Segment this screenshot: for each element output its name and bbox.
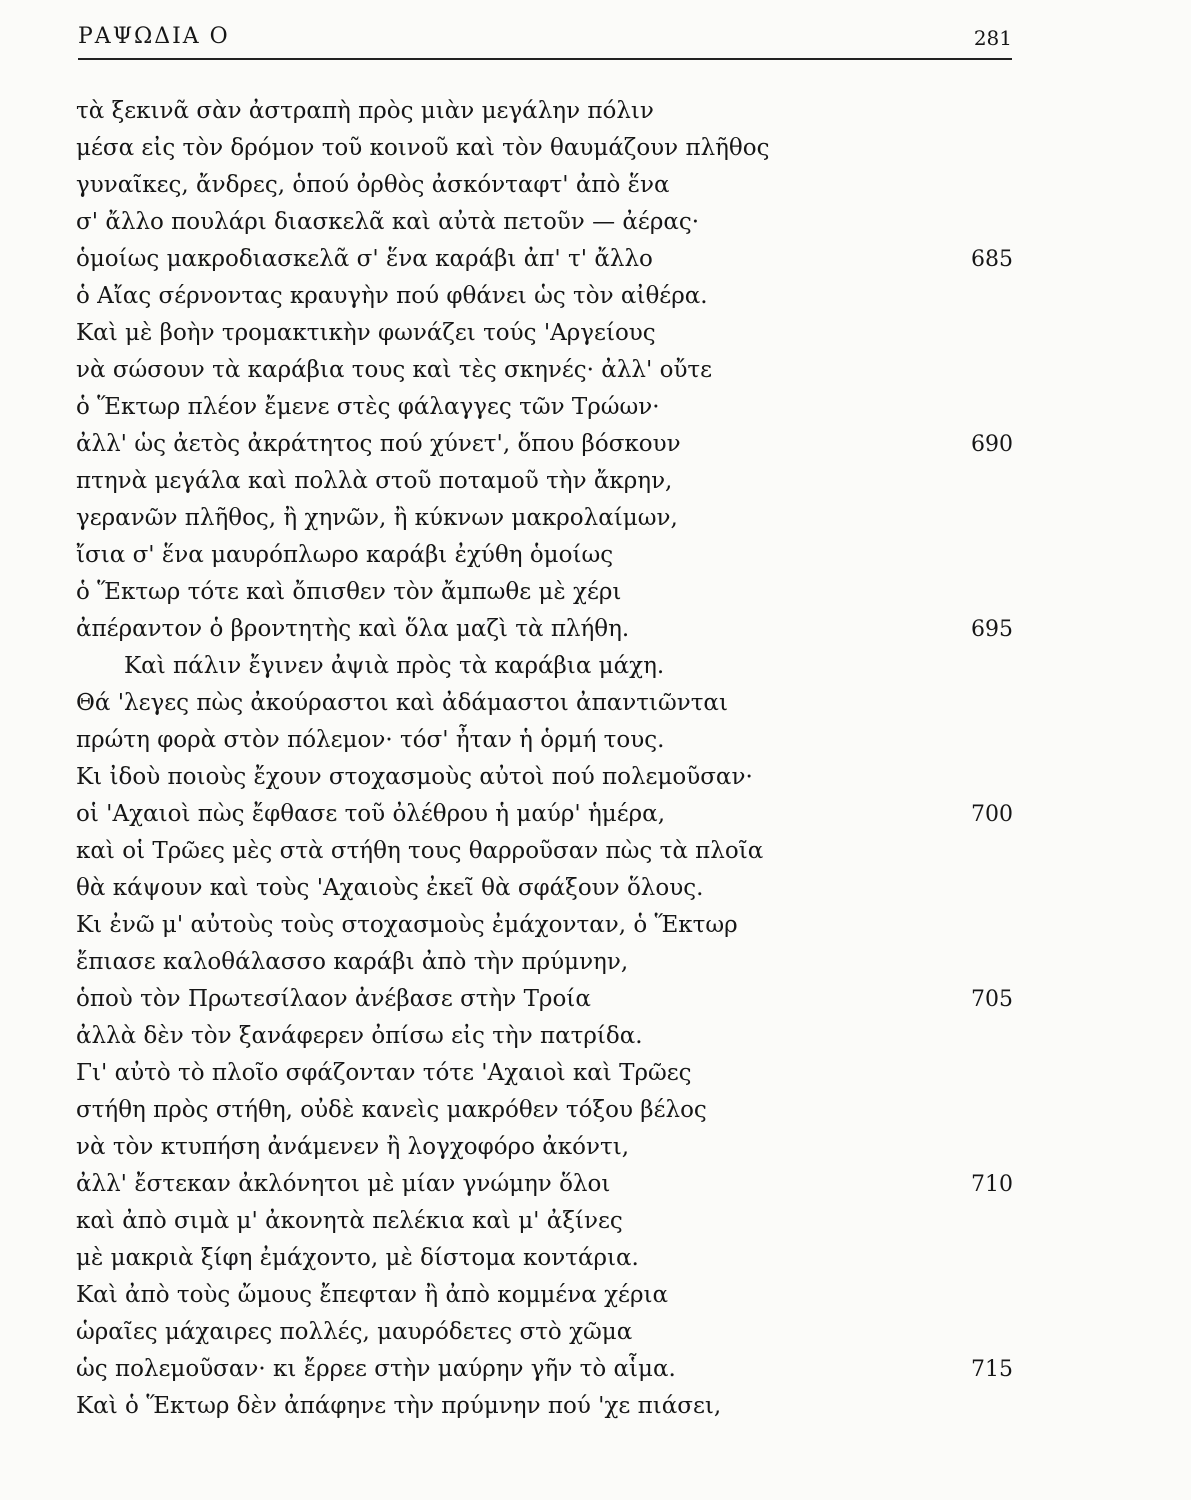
verse-text: Καὶ μὲ βοὴν τρομακτικὴν φωνάζει τούς 'Αργείους (76, 320, 656, 346)
verse-text: πτηνὰ μεγάλα καὶ πολλὰ στοῦ ποταμοῦ τὴν ἄκρην, (76, 468, 673, 494)
verse-line (0, 1203, 1191, 1240)
verse-text: ἀλλ' ἔστεκαν ἀκλόνητοι μὲ μίαν γνώμην ὅλοι (76, 1171, 611, 1197)
verse-line (0, 944, 1191, 981)
line-number: 715 (971, 1357, 1013, 1382)
verse-text: Γι' αὐτὸ τὸ πλοῖο σφάζονταν τότε 'Αχαιοὶ καὶ Τρῶες (76, 1060, 692, 1086)
header-rule (78, 58, 1012, 60)
verse-line (0, 204, 1191, 241)
line-number: 700 (971, 802, 1013, 827)
page-number: 281 (973, 26, 1012, 50)
verse-text: ὁ Ἕκτωρ τότε καὶ ὄπισθεν τὸν ἄμπωθε μὲ χέρι (76, 579, 622, 605)
verse-line (0, 1240, 1191, 1277)
page-header (78, 22, 1012, 60)
verse-line (0, 241, 1191, 278)
verse-text: στήθη πρὸς στήθη, οὐδὲ κανεὶς μακρόθεν τόξου βέλος (76, 1097, 707, 1123)
verse-text: Καὶ ἀπὸ τοὺς ὤμους ἔπεφταν ἢ ἀπὸ κομμένα χέρια (76, 1282, 669, 1308)
verse-text: γερανῶν πλῆθος, ἢ χηνῶν, ἢ κύκνων μακρολαίμων, (76, 505, 678, 531)
verse-line (0, 93, 1191, 130)
verse-line (0, 1277, 1191, 1314)
verse-line (0, 722, 1191, 759)
line-number: 710 (971, 1172, 1013, 1197)
verse-text: Κι ἐνῶ μ' αὐτοὺς τοὺς στοχασμοὺς ἐμάχονταν, ὁ Ἕκτωρ (76, 912, 738, 938)
verse-text: Καὶ ὁ Ἕκτωρ δὲν ἀπάφηνε τὴν πρύμνην πού 'χε πιάσει, (76, 1393, 722, 1419)
verse-line (0, 1018, 1191, 1055)
verse-line (0, 981, 1191, 1018)
verse-line (0, 1092, 1191, 1129)
verse-line (0, 426, 1191, 463)
verse-line (0, 315, 1191, 352)
verse-line (0, 907, 1191, 944)
verse-text: πρώτη φορὰ στὸν πόλεμον· τόσ' ἦταν ἡ ὁρμή τους. (76, 727, 665, 753)
verse-line (0, 796, 1191, 833)
verse-line (0, 685, 1191, 722)
line-number: 685 (971, 247, 1013, 272)
verse-text: Κι ἰδοὺ ποιοὺς ἔχουν στοχασμοὺς αὐτοὶ πού πολεμοῦσαν· (76, 764, 753, 790)
verse-line (0, 611, 1191, 648)
line-number: 695 (971, 617, 1013, 642)
verse-text: μὲ μακριὰ ξίφη ἐμάχοντο, μὲ δίστομα κοντάρια. (76, 1245, 639, 1271)
verse-line (0, 759, 1191, 796)
verse-line (0, 130, 1191, 167)
verse-text: ἀλλ' ὡς ἀετὸς ἀκράτητος πού χύνετ', ὅπου βόσκουν (76, 431, 681, 457)
verse-line (0, 389, 1191, 426)
verse-text: νὰ σώσουν τὰ καράβια τους καὶ τὲς σκηνές· ἀλλ' οὔτε (76, 357, 713, 383)
running-title: ΡΑΨΩΔΙΑ Ο (78, 24, 230, 49)
verse-line (0, 1129, 1191, 1166)
verse-text: Θά 'λεγες πὼς ἀκούραστοι καὶ ἀδάμαστοι ἀπαντιῶνται (76, 690, 728, 716)
verse-text: ὁ Ἕκτωρ πλέον ἔμενε στὲς φάλαγγες τῶν Τρώων· (76, 394, 660, 420)
verse-text: καὶ οἱ Τρῶες μὲς στὰ στήθη τους θαρροῦσαν πὼς τὰ πλοῖα (76, 838, 764, 864)
verse-text: καὶ ἀπὸ σιμὰ μ' ἀκονητὰ πελέκια καὶ μ' ἀξίνες (76, 1208, 623, 1234)
verse-line (0, 463, 1191, 500)
verse-text: ὁμοίως μακροδιασκελᾶ σ' ἕνα καράβι ἀπ' τ' ἄλλο (76, 246, 653, 272)
verse-line (0, 352, 1191, 389)
verse-line (0, 870, 1191, 907)
verse-text: τὰ ξεκινᾶ σὰν ἀστραπὴ πρὸς μιὰν μεγάλην πόλιν (76, 98, 654, 124)
verse-text: Καὶ πάλιν ἔγινεν ἀψιὰ πρὸς τὰ καράβια μάχη. (124, 653, 665, 679)
verse-text: γυναῖκες, ἄνδρες, ὁπού ὀρθὸς ἀσκόνταφτ' ἀπὸ ἕνα (76, 172, 670, 198)
verse-line (0, 1351, 1191, 1388)
verse-text: σ' ἄλλο πουλάρι διασκελᾶ καὶ αὐτὰ πετοῦν — ἀέρας· (76, 209, 700, 235)
line-number: 690 (971, 432, 1013, 457)
verse-text: ἔπιασε καλοθάλασσο καράβι ἀπὸ τὴν πρύμνην, (76, 949, 629, 975)
verse-text: ἀλλὰ δὲν τὸν ξανάφερεν ὀπίσω εἰς τὴν πατρίδα. (76, 1023, 643, 1049)
verse-text: θὰ κάψουν καὶ τοὺς 'Αχαιοὺς ἐκεῖ θὰ σφάξουν ὅλους. (76, 875, 704, 901)
verse-line (0, 1166, 1191, 1203)
verse-line (0, 1314, 1191, 1351)
verse-line (0, 167, 1191, 204)
line-number: 705 (971, 987, 1013, 1012)
verse-line (0, 500, 1191, 537)
verse-text: μέσα εἰς τὸν δρόμον τοῦ κοινοῦ καὶ τὸν θαυμάζουν πλῆθος (76, 135, 770, 161)
verse-line (0, 1055, 1191, 1092)
verse-text: ὡς πολεμοῦσαν· κι ἔρρεε στὴν μαύρην γῆν τὸ αἷμα. (76, 1356, 676, 1382)
verse-line (0, 1388, 1191, 1425)
verse-text: ὡραῖες μάχαιρες πολλές, μαυρόδετες στὸ χῶμα (76, 1319, 633, 1345)
verse-block (0, 93, 1191, 1425)
verse-text: νὰ τὸν κτυπήση ἀνάμενεν ἢ λογχοφόρο ἀκόντι, (76, 1134, 630, 1160)
verse-line (0, 278, 1191, 315)
verse-line (0, 537, 1191, 574)
verse-text: οἱ 'Αχαιοὶ πὼς ἔφθασε τοῦ ὀλέθρου ἡ μαύρ' ἡμέρα, (76, 801, 666, 827)
verse-text: ἀπέραντον ὁ βροντητὴς καὶ ὅλα μαζὶ τὰ πλήθη. (76, 616, 630, 642)
verse-line (0, 833, 1191, 870)
verse-text: ἴσια σ' ἕνα μαυρόπλωρο καράβι ἐχύθη ὁμοίως (76, 542, 614, 568)
verse-line (0, 574, 1191, 611)
verse-text: ὁποὺ τὸν Πρωτεσίλαον ἀνέβασε στὴν Τροία (76, 986, 591, 1012)
verse-text: ὁ Αἴας σέρνοντας κραυγὴν πού φθάνει ὡς τὸν αἰθέρα. (76, 283, 708, 309)
verse-line (0, 648, 1191, 685)
